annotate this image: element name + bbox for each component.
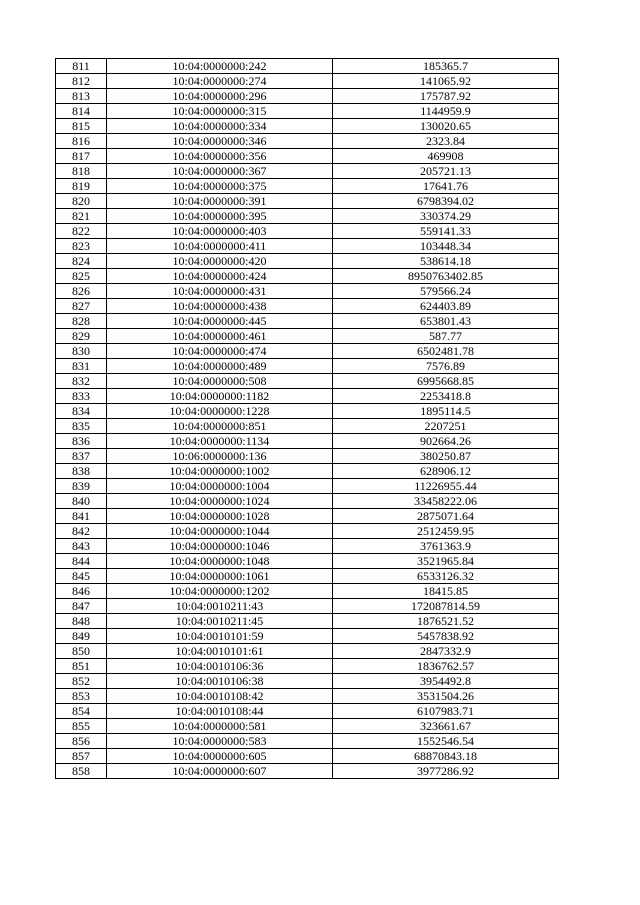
table-row xyxy=(56,119,559,134)
value-cell: 18415.85 xyxy=(333,584,559,599)
row-number-cell: 824 xyxy=(56,254,107,269)
row-number-cell: 826 xyxy=(56,284,107,299)
value-cell: 2253418.8 xyxy=(333,389,559,404)
value-cell: 172087814.59 xyxy=(333,599,559,614)
table-body xyxy=(56,59,559,779)
cadastral-number-cell: 10:04:0000000:431 xyxy=(107,284,333,299)
table-row xyxy=(56,209,559,224)
row-number-cell: 825 xyxy=(56,269,107,284)
row-number-cell: 840 xyxy=(56,494,107,509)
cadastral-number-cell: 10:04:0000000:375 xyxy=(107,179,333,194)
cadastral-number-cell: 10:04:0000000:274 xyxy=(107,74,333,89)
value-cell: 175787.92 xyxy=(333,89,559,104)
value-cell: 323661.67 xyxy=(333,719,559,734)
row-number-cell: 814 xyxy=(56,104,107,119)
value-cell: 587.77 xyxy=(333,329,559,344)
value-cell: 1144959.9 xyxy=(333,104,559,119)
table-row xyxy=(56,464,559,479)
value-cell: 469908 xyxy=(333,149,559,164)
row-number-cell: 828 xyxy=(56,314,107,329)
value-cell: 33458222.06 xyxy=(333,494,559,509)
table-row xyxy=(56,299,559,314)
row-number-cell: 851 xyxy=(56,659,107,674)
value-cell: 579566.24 xyxy=(333,284,559,299)
table-row xyxy=(56,494,559,509)
row-number-cell: 835 xyxy=(56,419,107,434)
table-row xyxy=(56,539,559,554)
cadastral-number-cell: 10:04:0010106:36 xyxy=(107,659,333,674)
cadastral-number-cell: 10:04:0000000:1024 xyxy=(107,494,333,509)
cadastral-number-cell: 10:04:0000000:367 xyxy=(107,164,333,179)
table-row xyxy=(56,359,559,374)
cadastral-number-cell: 10:04:0000000:851 xyxy=(107,419,333,434)
cadastral-number-cell: 10:04:0000000:1046 xyxy=(107,539,333,554)
value-cell: 380250.87 xyxy=(333,449,559,464)
table-row xyxy=(56,719,559,734)
cadastral-number-cell: 10:04:0000000:1182 xyxy=(107,389,333,404)
value-cell: 68870843.18 xyxy=(333,749,559,764)
row-number-cell: 854 xyxy=(56,704,107,719)
row-number-cell: 831 xyxy=(56,359,107,374)
row-number-cell: 855 xyxy=(56,719,107,734)
table-row xyxy=(56,164,559,179)
value-cell: 2207251 xyxy=(333,419,559,434)
value-cell: 2323.84 xyxy=(333,134,559,149)
table-row xyxy=(56,659,559,674)
row-number-cell: 815 xyxy=(56,119,107,134)
cadastral-number-cell: 10:04:0000000:1134 xyxy=(107,434,333,449)
value-cell: 8950763402.85 xyxy=(333,269,559,284)
cadastral-number-cell: 10:04:0010211:45 xyxy=(107,614,333,629)
table-row xyxy=(56,269,559,284)
table-row xyxy=(56,449,559,464)
table-row xyxy=(56,179,559,194)
value-cell: 11226955.44 xyxy=(333,479,559,494)
table-row xyxy=(56,509,559,524)
table-row xyxy=(56,629,559,644)
cadastral-number-cell: 10:04:0000000:1228 xyxy=(107,404,333,419)
data-table xyxy=(55,58,559,779)
value-cell: 2875071.64 xyxy=(333,509,559,524)
cadastral-number-cell: 10:04:0000000:334 xyxy=(107,119,333,134)
row-number-cell: 812 xyxy=(56,74,107,89)
cadastral-number-cell: 10:04:0000000:356 xyxy=(107,149,333,164)
cadastral-number-cell: 10:04:0000000:411 xyxy=(107,239,333,254)
cadastral-number-cell: 10:04:0010101:59 xyxy=(107,629,333,644)
cadastral-number-cell: 10:04:0000000:403 xyxy=(107,224,333,239)
table-row xyxy=(56,314,559,329)
cadastral-number-cell: 10:04:0000000:1202 xyxy=(107,584,333,599)
cadastral-number-cell: 10:04:0000000:1002 xyxy=(107,464,333,479)
cadastral-number-cell: 10:04:0000000:242 xyxy=(107,59,333,74)
row-number-cell: 856 xyxy=(56,734,107,749)
cadastral-number-cell: 10:04:0010108:44 xyxy=(107,704,333,719)
cadastral-number-cell: 10:04:0000000:438 xyxy=(107,299,333,314)
value-cell: 17641.76 xyxy=(333,179,559,194)
cadastral-number-cell: 10:04:0010101:61 xyxy=(107,644,333,659)
table-row xyxy=(56,689,559,704)
row-number-cell: 830 xyxy=(56,344,107,359)
table-row xyxy=(56,599,559,614)
row-number-cell: 837 xyxy=(56,449,107,464)
table-row xyxy=(56,554,559,569)
row-number-cell: 838 xyxy=(56,464,107,479)
table-row xyxy=(56,149,559,164)
row-number-cell: 847 xyxy=(56,599,107,614)
row-number-cell: 857 xyxy=(56,749,107,764)
cadastral-number-cell: 10:04:0000000:581 xyxy=(107,719,333,734)
cadastral-number-cell: 10:04:0000000:1028 xyxy=(107,509,333,524)
cadastral-number-cell: 10:04:0000000:605 xyxy=(107,749,333,764)
row-number-cell: 813 xyxy=(56,89,107,104)
cadastral-number-cell: 10:04:0010211:43 xyxy=(107,599,333,614)
table-row xyxy=(56,434,559,449)
value-cell: 559141.33 xyxy=(333,224,559,239)
row-number-cell: 858 xyxy=(56,764,107,779)
row-number-cell: 848 xyxy=(56,614,107,629)
value-cell: 7576.89 xyxy=(333,359,559,374)
cadastral-number-cell: 10:04:0000000:1044 xyxy=(107,524,333,539)
row-number-cell: 811 xyxy=(56,59,107,74)
row-number-cell: 850 xyxy=(56,644,107,659)
table-row xyxy=(56,194,559,209)
value-cell: 1552546.54 xyxy=(333,734,559,749)
value-cell: 3521965.84 xyxy=(333,554,559,569)
table-row xyxy=(56,239,559,254)
table-row xyxy=(56,479,559,494)
value-cell: 3531504.26 xyxy=(333,689,559,704)
table-row xyxy=(56,584,559,599)
value-cell: 6533126.32 xyxy=(333,569,559,584)
row-number-cell: 819 xyxy=(56,179,107,194)
table-row xyxy=(56,674,559,689)
table-row xyxy=(56,404,559,419)
cadastral-number-cell: 10:04:0000000:489 xyxy=(107,359,333,374)
value-cell: 2512459.95 xyxy=(333,524,559,539)
table-row xyxy=(56,329,559,344)
cadastral-number-cell: 10:04:0000000:424 xyxy=(107,269,333,284)
table-row xyxy=(56,254,559,269)
table-row xyxy=(56,59,559,74)
table-row xyxy=(56,389,559,404)
row-number-cell: 827 xyxy=(56,299,107,314)
row-number-cell: 820 xyxy=(56,194,107,209)
cadastral-number-cell: 10:04:0000000:508 xyxy=(107,374,333,389)
table-row xyxy=(56,734,559,749)
row-number-cell: 843 xyxy=(56,539,107,554)
row-number-cell: 821 xyxy=(56,209,107,224)
cadastral-number-cell: 10:04:0000000:607 xyxy=(107,764,333,779)
value-cell: 1895114.5 xyxy=(333,404,559,419)
value-cell: 185365.7 xyxy=(333,59,559,74)
value-cell: 141065.92 xyxy=(333,74,559,89)
cadastral-number-cell: 10:04:0000000:461 xyxy=(107,329,333,344)
row-number-cell: 817 xyxy=(56,149,107,164)
row-number-cell: 849 xyxy=(56,629,107,644)
value-cell: 2847332.9 xyxy=(333,644,559,659)
value-cell: 628906.12 xyxy=(333,464,559,479)
cadastral-number-cell: 10:04:0010106:38 xyxy=(107,674,333,689)
table-row xyxy=(56,704,559,719)
table-row xyxy=(56,104,559,119)
cadastral-number-cell: 10:04:0000000:346 xyxy=(107,134,333,149)
row-number-cell: 836 xyxy=(56,434,107,449)
table-row xyxy=(56,134,559,149)
table-row xyxy=(56,614,559,629)
row-number-cell: 818 xyxy=(56,164,107,179)
value-cell: 3977286.92 xyxy=(333,764,559,779)
cadastral-number-cell: 10:04:0000000:296 xyxy=(107,89,333,104)
value-cell: 902664.26 xyxy=(333,434,559,449)
table-row xyxy=(56,89,559,104)
row-number-cell: 846 xyxy=(56,584,107,599)
value-cell: 130020.65 xyxy=(333,119,559,134)
value-cell: 624403.89 xyxy=(333,299,559,314)
value-cell: 6502481.78 xyxy=(333,344,559,359)
row-number-cell: 832 xyxy=(56,374,107,389)
value-cell: 538614.18 xyxy=(333,254,559,269)
cadastral-number-cell: 10:04:0000000:315 xyxy=(107,104,333,119)
row-number-cell: 852 xyxy=(56,674,107,689)
row-number-cell: 841 xyxy=(56,509,107,524)
value-cell: 653801.43 xyxy=(333,314,559,329)
row-number-cell: 839 xyxy=(56,479,107,494)
cadastral-number-cell: 10:04:0000000:1048 xyxy=(107,554,333,569)
row-number-cell: 833 xyxy=(56,389,107,404)
row-number-cell: 845 xyxy=(56,569,107,584)
cadastral-number-cell: 10:04:0000000:420 xyxy=(107,254,333,269)
value-cell: 3954492.8 xyxy=(333,674,559,689)
value-cell: 1876521.52 xyxy=(333,614,559,629)
cadastral-number-cell: 10:04:0000000:1061 xyxy=(107,569,333,584)
row-number-cell: 816 xyxy=(56,134,107,149)
row-number-cell: 834 xyxy=(56,404,107,419)
value-cell: 205721.13 xyxy=(333,164,559,179)
table-row xyxy=(56,224,559,239)
value-cell: 6107983.71 xyxy=(333,704,559,719)
value-cell: 103448.34 xyxy=(333,239,559,254)
value-cell: 5457838.92 xyxy=(333,629,559,644)
row-number-cell: 823 xyxy=(56,239,107,254)
row-number-cell: 853 xyxy=(56,689,107,704)
value-cell: 3761363.9 xyxy=(333,539,559,554)
cadastral-number-cell: 10:04:0000000:474 xyxy=(107,344,333,359)
row-number-cell: 842 xyxy=(56,524,107,539)
table-row xyxy=(56,419,559,434)
cadastral-number-cell: 10:04:0000000:583 xyxy=(107,734,333,749)
value-cell: 1836762.57 xyxy=(333,659,559,674)
cadastral-number-cell: 10:04:0000000:391 xyxy=(107,194,333,209)
table-row xyxy=(56,74,559,89)
table-row xyxy=(56,284,559,299)
value-cell: 6995668.85 xyxy=(333,374,559,389)
row-number-cell: 844 xyxy=(56,554,107,569)
value-cell: 6798394.02 xyxy=(333,194,559,209)
table-row xyxy=(56,569,559,584)
table-row xyxy=(56,749,559,764)
table-row xyxy=(56,764,559,779)
table-row xyxy=(56,344,559,359)
cadastral-number-cell: 10:04:0010108:42 xyxy=(107,689,333,704)
value-cell: 330374.29 xyxy=(333,209,559,224)
cadastral-number-cell: 10:04:0000000:1004 xyxy=(107,479,333,494)
table-row xyxy=(56,374,559,389)
table-row xyxy=(56,524,559,539)
row-number-cell: 829 xyxy=(56,329,107,344)
cadastral-number-cell: 10:04:0000000:445 xyxy=(107,314,333,329)
cadastral-number-cell: 10:04:0000000:395 xyxy=(107,209,333,224)
row-number-cell: 822 xyxy=(56,224,107,239)
table-row xyxy=(56,644,559,659)
cadastral-number-cell: 10:06:0000000:136 xyxy=(107,449,333,464)
